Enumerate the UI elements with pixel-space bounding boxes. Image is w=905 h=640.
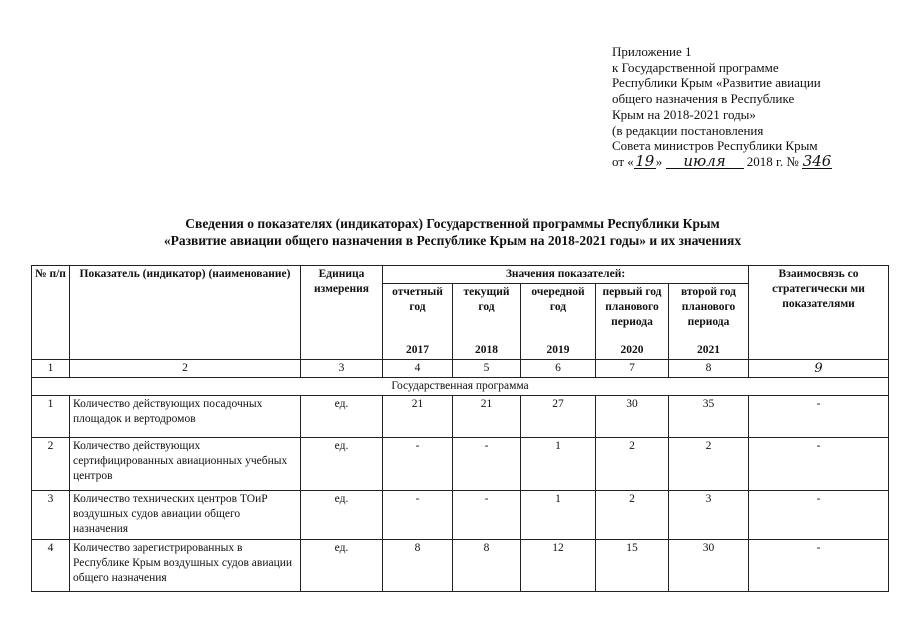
title-line-1: Сведения о показателях (индикаторах) Государственной программы Республики Крым <box>185 216 720 231</box>
appendix-line: общего назначения в Республике <box>612 91 795 107</box>
handwritten-number: 346 <box>802 151 832 170</box>
row-value: - <box>383 438 453 491</box>
header-period: очередной год 2019 <box>521 284 596 360</box>
row-unit: ед. <box>301 540 383 592</box>
row-value: 3 <box>669 491 749 540</box>
row-relation: - <box>749 540 889 592</box>
appendix-line: к Государственной программе <box>612 59 779 75</box>
column-number: 2 <box>70 360 301 378</box>
header-row <box>32 266 889 284</box>
row-value: 2 <box>596 491 669 540</box>
row-relation: - <box>749 438 889 491</box>
row-value: - <box>453 491 521 540</box>
appendix-line: Совета министров Республики Крым <box>612 138 818 154</box>
row-value: 15 <box>596 540 669 592</box>
row-relation: - <box>749 396 889 438</box>
header-num: № п/п <box>32 266 70 360</box>
row-value: 8 <box>383 540 453 592</box>
date-mid: » <box>655 153 663 169</box>
appendix-line: Приложение 1 <box>612 44 692 59</box>
column-number: 1 <box>32 360 70 378</box>
indicators-table <box>31 265 889 592</box>
row-value: 1 <box>521 491 596 540</box>
table-row <box>32 438 889 491</box>
row-unit: ед. <box>301 491 383 540</box>
row-value: 12 <box>521 540 596 592</box>
row-relation: - <box>749 491 889 540</box>
table-row <box>32 491 889 540</box>
row-name: Количество технических центров ТОиР воздушных судов авиации общего назначения <box>70 491 301 540</box>
table-row <box>32 540 889 592</box>
column-number: 7 <box>596 360 669 378</box>
document-title <box>0 216 905 249</box>
row-value: 30 <box>669 540 749 592</box>
appendix-note <box>612 44 897 170</box>
appendix-line: (в редакции постановления <box>612 122 764 138</box>
resolution-date-line <box>612 151 897 170</box>
header-period: второй год планового периода 2021 <box>669 284 749 360</box>
row-num: 4 <box>32 540 70 592</box>
table-row <box>32 396 889 438</box>
row-value: 1 <box>521 438 596 491</box>
row-value: 21 <box>453 396 521 438</box>
column-number: 3 <box>301 360 383 378</box>
row-value: 21 <box>383 396 453 438</box>
date-year: 2018 г. № <box>746 153 799 169</box>
row-num: 2 <box>32 438 70 491</box>
row-unit: ед. <box>301 396 383 438</box>
header-name: Показатель (индикатор) (наименование) <box>70 266 301 360</box>
handwritten-day: 19 <box>635 151 655 170</box>
title-line-2: «Развитие авиации общего назначения в Республике Крым на 2018-2021 годы» и их значениях <box>163 232 742 248</box>
appendix-line: Крым на 2018-2021 годы» <box>612 106 756 122</box>
row-value: 2 <box>669 438 749 491</box>
header-period: первый год планового периода 2020 <box>596 284 669 360</box>
column-number: 4 <box>383 360 453 378</box>
row-name: Количество действующих сертифицированных авиационных учебных центров <box>70 438 301 491</box>
row-value: 30 <box>596 396 669 438</box>
section-title: Государственная программа <box>32 378 889 396</box>
section-row <box>32 378 889 396</box>
header-unit: Единица измерения <box>301 266 383 360</box>
row-value: 8 <box>453 540 521 592</box>
row-num: 3 <box>32 491 70 540</box>
row-value: 35 <box>669 396 749 438</box>
column-number: 5 <box>453 360 521 378</box>
handwritten-month: июля <box>666 154 744 169</box>
header-relation: Взаимосвязь со стратегически ми показателями <box>749 266 889 360</box>
row-value: 27 <box>521 396 596 438</box>
header-values-group: Значения показателей: <box>383 266 749 284</box>
header-period: текущий год 2018 <box>453 284 521 360</box>
appendix-line: Республики Крым «Развитие авиации <box>612 75 821 91</box>
column-number: 6 <box>521 360 596 378</box>
row-name: Количество действующих посадочных площадок и вертодромов <box>70 396 301 438</box>
column-number: 8 <box>669 360 749 378</box>
row-value: 2 <box>596 438 669 491</box>
row-unit: ед. <box>301 438 383 491</box>
header-period: отчетный год 2017 <box>383 284 453 360</box>
row-value: - <box>383 491 453 540</box>
row-name: Количество зарегистрированных в Республике Крым воздушных судов авиации общего назначения <box>70 540 301 592</box>
column-number-handwritten: 9 <box>749 360 889 378</box>
row-value: - <box>453 438 521 491</box>
row-num: 1 <box>32 396 70 438</box>
date-prefix: от « <box>612 153 634 169</box>
column-numbering-row <box>32 360 889 378</box>
